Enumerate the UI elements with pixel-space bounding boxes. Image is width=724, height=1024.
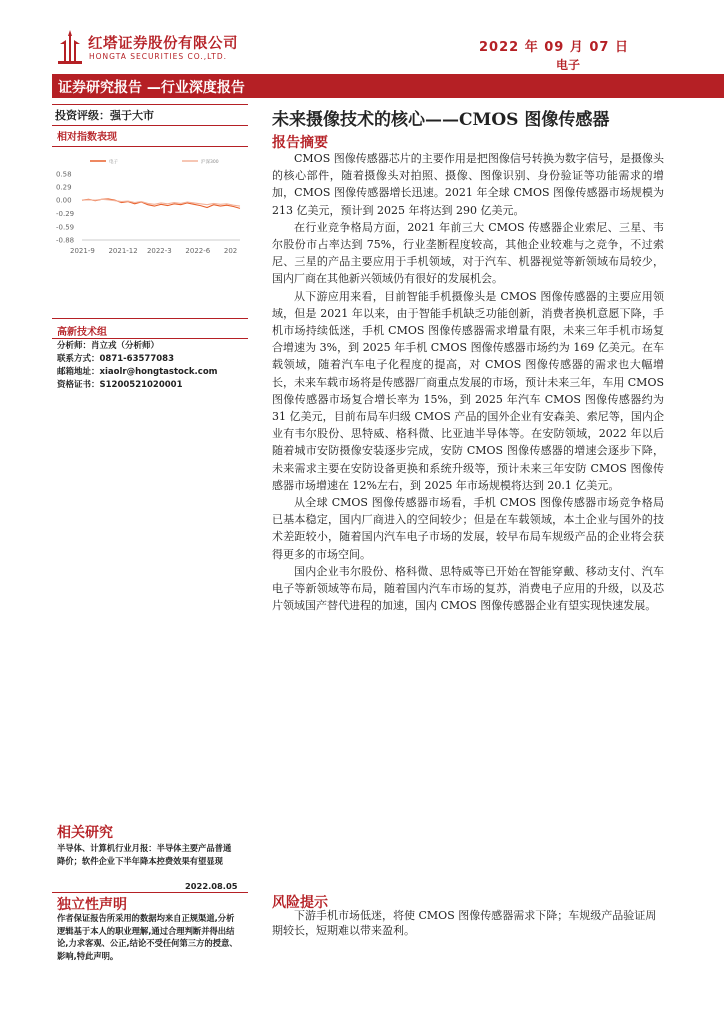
- abstract-paragraph: 国内企业韦尔股份、格科微、思特威等已开始在智能穿戴、移动支付、汽车电子等新领域等布局，随着国内汽车市场的复苏，消费电子应用的升级，以及芯片领域国产替代进程的加速，国内 CMOS 图像传感器企业有望实现快速发展。: [272, 564, 664, 613]
- independence-text: 作者保证报告所采用的数据均来自正规渠道,分析逻辑基于本人的职业理解,通过合理判断并得出结论,力求客观、公正,结论不受任何第三方的授意、影响,特此声明。: [57, 913, 238, 961]
- related-research-item[interactable]: 半导体、计算机行业月报：半导体主要产品普通降价；软件企业下半年降本控费效果有望显现: [57, 843, 232, 866]
- analyst-name: 分析师：肖立戎（分析师）: [57, 341, 160, 351]
- divider: [52, 146, 248, 147]
- analyst-cert: 资格证书：S1200521020001: [57, 380, 183, 390]
- independence-heading: 独立性声明: [57, 897, 127, 913]
- chart-section-label: 相对指数表现: [57, 132, 117, 143]
- legend-label: 电子: [109, 160, 118, 165]
- analyst-phone: 联系方式：0871-63577083: [57, 354, 175, 364]
- abstract-paragraph: 在行业竞争格局方面，2021 年前三大 CMOS 传感器企业索尼、三星、韦尔股份市占率达到 75%，行业垄断程度较高，其他企业较难与之竞争，不过索尼、三星的产品主要应用于手机领域，对于汽车、机器视觉等新领域布局较少，国内厂商在其他新兴领域仍有很好的发展机会。: [272, 220, 664, 286]
- hongta-logo-icon: [58, 30, 82, 64]
- divider: [52, 338, 248, 339]
- x-tick-label: 2021-12: [108, 247, 138, 255]
- team-label: 高新技术组: [57, 327, 107, 338]
- relative-index-chart: [52, 152, 248, 264]
- risk-body: [272, 908, 664, 938]
- risk-heading: 风险提示: [272, 895, 328, 911]
- y-tick-label: -0.88: [56, 236, 75, 245]
- investment-rating: 投资评级：强于大市: [55, 109, 154, 122]
- y-tick-label: 0.58: [56, 170, 72, 179]
- report-title: 未来摄像技术的核心——CMOS 图像传感器: [272, 110, 610, 130]
- y-tick-label: -0.59: [56, 223, 75, 232]
- abstract-paragraph: 从下游应用来看，目前智能手机摄像头是 CMOS 图像传感器的主要应用领域，但是 2021 年以来，由于智能手机缺乏功能创新，消费者换机意愿下降，手机市场持续低迷，手机 CMOS 图像传感器需求增量有限，未来三年手机市场复合增速为 3%，到 2025 年手机 CMOS 图像传感器市场约为 169 亿美元。在车载领域，随着汽车电子化程度的提高，对 CMOS 图像传感器的需求也大幅增长，未来车载市场将是传感器厂商重点发展的市场，预计未来三年，车用 CMOS 图像传感器市场复合增长率为 15%，到 2025 年汽车 CMOS 图像传感器约为 31 亿美元，目前布局车归级 CMOS 产品的国外企业有安森美、索尼等，国内企业有韦尔股份、思特威、格科微、比亚迪半导体等。在安防领域，2022 年以后随着城市安防摄像安装逐步完成，安防 CMOS 图像传感器的增速会逐步下降，未来需求主要在安防设备更换和系统升级等，预计未来三年安防 CMOS 图像传感器市场增速在 12%左右，到 2025 年市场规模将达到 20.1 亿美元。: [272, 289, 664, 492]
- analyst-email[interactable]: 邮箱地址：xiaolr@hongtastock.com: [57, 367, 218, 377]
- abstract-heading: 报告摘要: [272, 135, 328, 151]
- y-tick-label: -0.29: [56, 209, 75, 218]
- report-type-label: 证券研究报告 —行业深度报告: [58, 80, 245, 96]
- x-tick-label: 2022-3: [146, 247, 172, 255]
- report-date: 2022 年 09 月 07 日: [479, 40, 629, 55]
- risk-text: 下游手机市场低迷，将使 CMOS 图像传感器需求下降；车规级产品验证周期较长，短期难以带来盈利。: [272, 909, 657, 937]
- industry-label: 电子: [556, 58, 581, 72]
- related-research-heading: 相关研究: [57, 825, 113, 841]
- x-tick-label: 2022-6: [185, 247, 211, 255]
- legend-label: 沪深300: [201, 160, 219, 165]
- x-tick-label: 2021-9: [70, 247, 95, 255]
- related-research-date: 2022.08.05: [185, 881, 238, 891]
- analyst-info: [57, 340, 247, 392]
- abstract-paragraph: CMOS 图像传感器芯片的主要作用是把图像信号转换为数字信号，是摄像头的核心部件，随着摄像头对拍照、摄像、图像识别、身份验证等功能需求的增加，CMOS 图像传感器增长迅速。2021 年全球 CMOS 图像传感器市场规模为 213 亿美元，预计到 2025 年将达到 290 亿美元。: [272, 152, 664, 217]
- x-tick-label: 202: [223, 247, 238, 255]
- y-tick-label: 0.29: [56, 183, 72, 192]
- divider: [52, 318, 248, 319]
- y-tick-label: 0.00: [56, 196, 72, 205]
- divider: [52, 892, 248, 893]
- report-type-banner: [52, 74, 724, 98]
- company-name-cn: 红塔证券股份有限公司: [88, 36, 238, 52]
- abstract-paragraph: 从全球 CMOS 图像传感器市场看，手机 CMOS 图像传感器市场竞争格局已基本稳定，国内厂商进入的空间较少；但是在车载领域，本土企业与国外的技术差距较小，随着国内汽车电子市场的发展，较早布局车规级产品的企业将会获得更多的市场空间。: [272, 496, 664, 561]
- company-name-en: HONGTA SECURITIES CO.,LTD.: [89, 52, 228, 61]
- abstract-body: [272, 150, 664, 614]
